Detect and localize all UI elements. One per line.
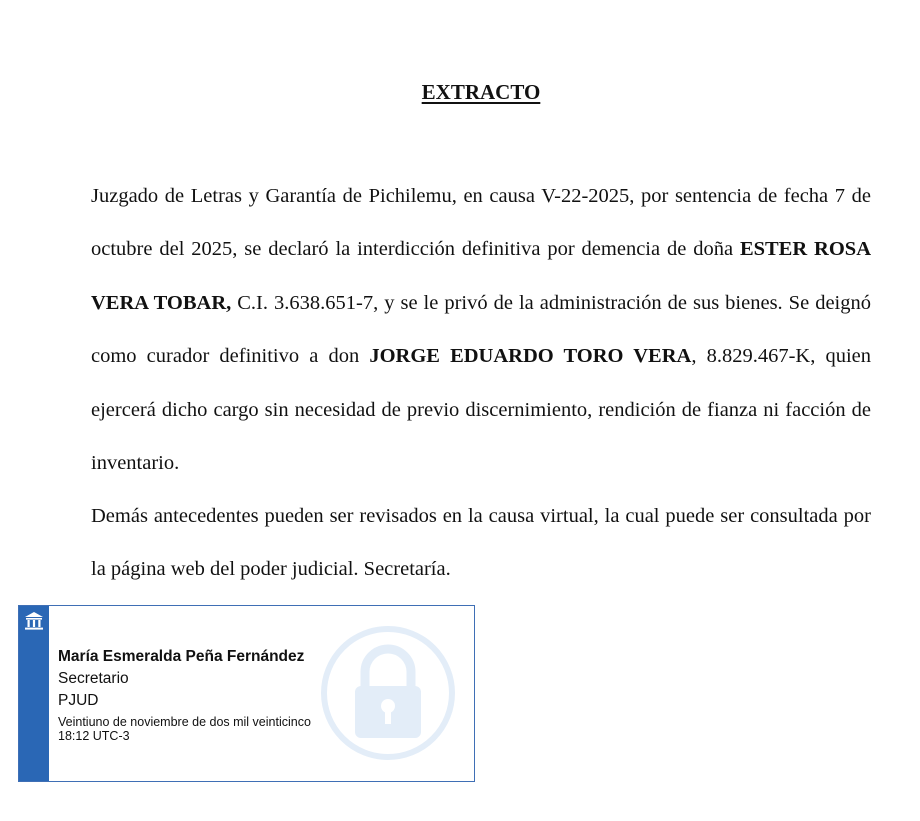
signature-side-bar bbox=[19, 606, 49, 781]
signature-date: Veintiuno de noviembre de dos mil veinticinco bbox=[58, 715, 311, 729]
document-title: EXTRACTO bbox=[421, 80, 541, 104]
signer-organization: PJUD bbox=[58, 692, 99, 709]
signer-name: María Esmeralda Peña Fernández bbox=[58, 648, 305, 665]
lock-watermark-icon bbox=[319, 624, 457, 762]
paragraph-text-1: Juzgado de Letras y Garantía de Pichilemu, en causa V-22-2025, por sentencia de fecha 7 de octubre del 2025, se declaró la interdicción definitiva por demencia de doña bbox=[91, 185, 871, 261]
interdict-name: ESTER ROSA VERA TOBAR, bbox=[91, 238, 871, 314]
document-body bbox=[91, 170, 871, 595]
paragraph-text-3: , 8.829.467-K, quien ejercerá dicho cargo sin necesidad de previo discernimiento, rendición de fianza ni facción de inventario. bbox=[91, 345, 871, 475]
paragraph-secondary: Demás antecedentes pueden ser revisados en la causa virtual, la cual puede ser consultada por la página web del poder judicial. Secretaría. bbox=[91, 505, 871, 580]
courthouse-icon bbox=[23, 610, 45, 632]
signature-details bbox=[58, 646, 311, 743]
curator-name: JORGE EDUARDO TORO VERA bbox=[369, 345, 692, 368]
paragraph-text-2: C.I. 3.638.651-7, y se le privó de la administración de sus bienes. Se deignó como curador definitivo a don bbox=[91, 291, 871, 368]
signer-role: Secretario bbox=[58, 670, 129, 687]
signature-time: 18:12 UTC-3 bbox=[58, 729, 130, 743]
electronic-signature-box bbox=[18, 605, 475, 782]
paragraph-main bbox=[91, 170, 871, 490]
